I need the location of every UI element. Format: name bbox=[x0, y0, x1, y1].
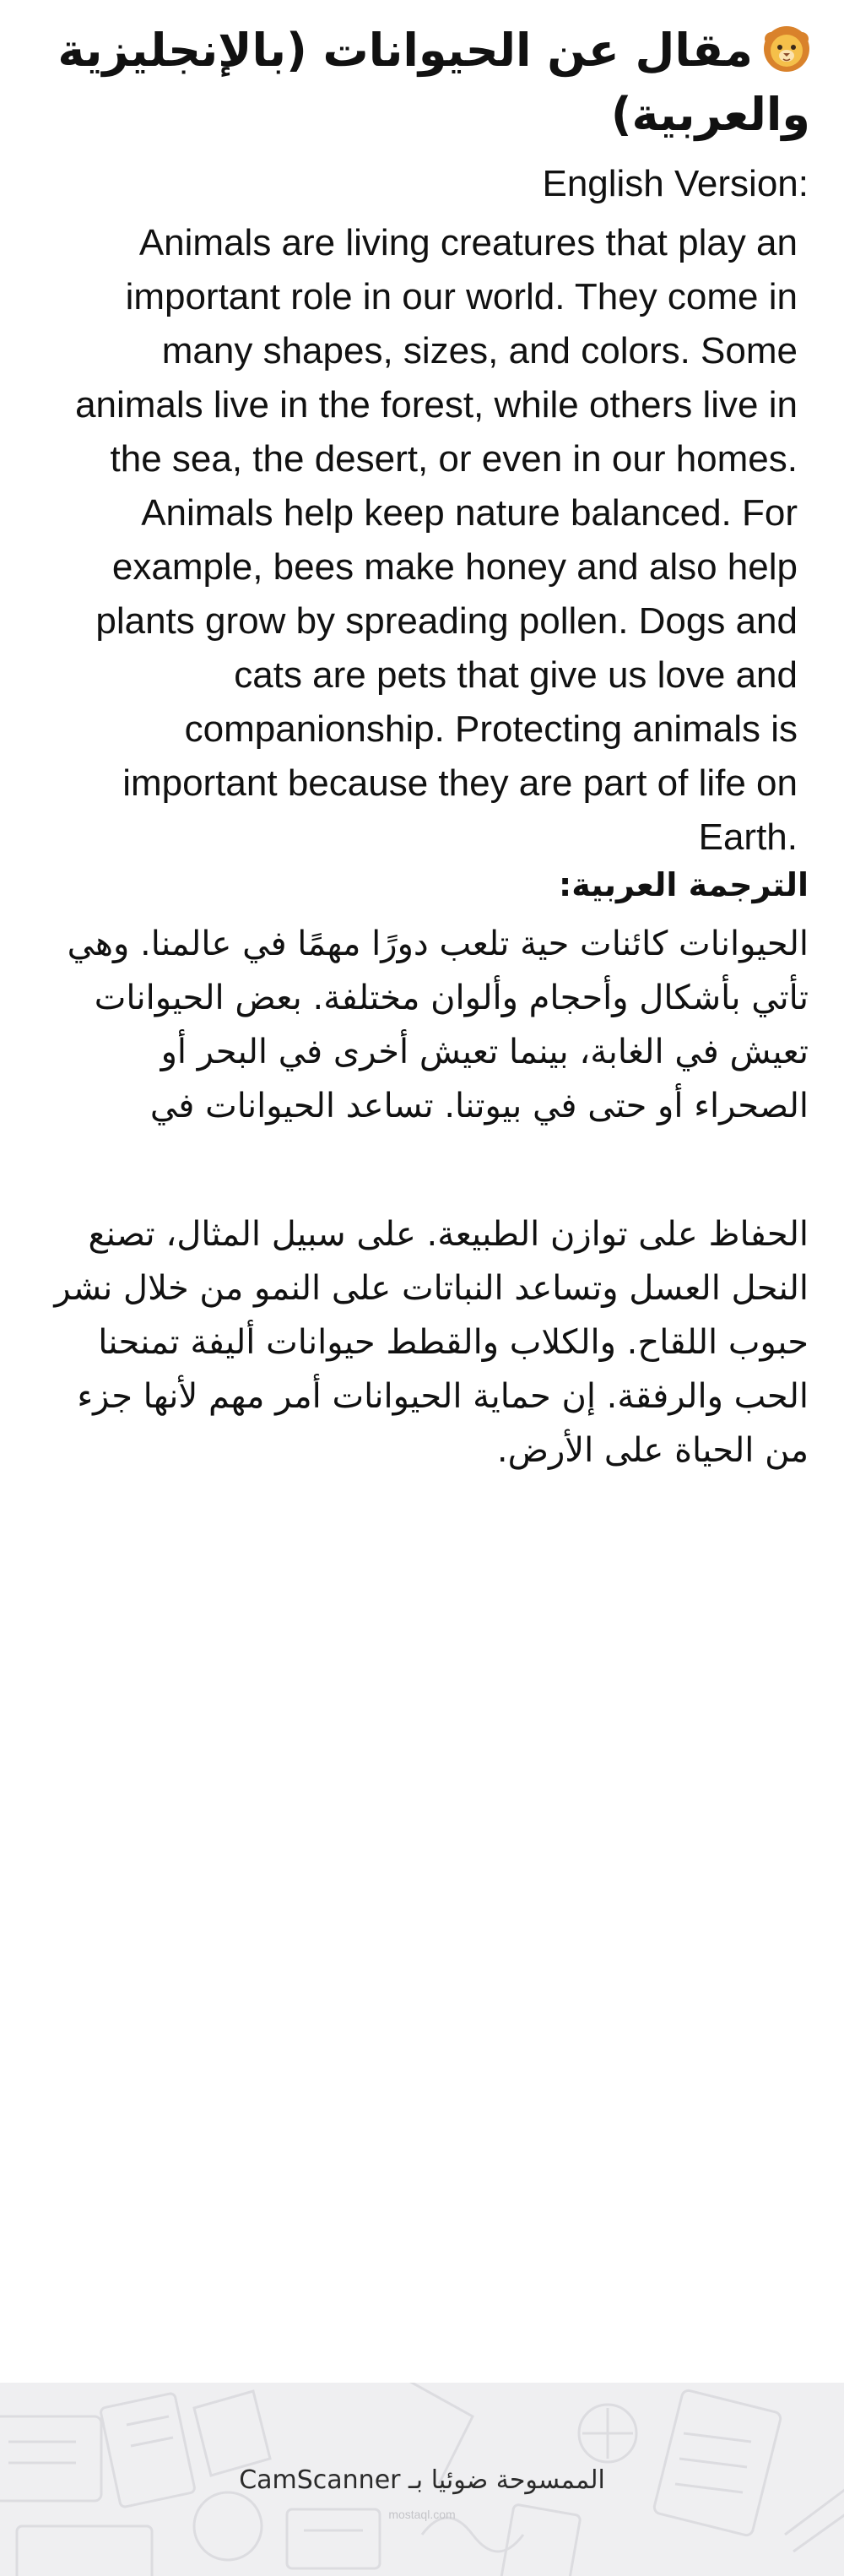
arabic-paragraph-1: الحيوانات كائنات حية تلعب دورًا مهمًا في عالمنا. وهي تأتي بأشكال وأحجام وألوان مختلفة. بعض الحيوانات تعيش في الغابة، بينما تعيش أخرى في البحر أو الصحراء أو حتى في بيوتنا. تساعد الحيوانات في bbox=[67, 925, 809, 1125]
page-title-text: مقال عن الحيوانات (بالإنجليزية والعربية) bbox=[57, 24, 810, 141]
camscanner-footer bbox=[0, 2383, 844, 2576]
lion-face-icon bbox=[763, 25, 810, 73]
arabic-heading: الترجمة العربية: bbox=[559, 866, 809, 903]
watermark-text: mostaql.com bbox=[388, 2508, 456, 2521]
english-body: Animals are living creatures that play an important role in our world. They come in many shapes, sizes, and colors. Some animals live in the forest, while others live in the sea, the desert, or even in our homes. Animals help keep nature balanced. For example, bees make honey and also help plants grow by spreading pollen. Dogs and cats are pets that give us love and companionship. Protecting animals is important because they are part of life on Earth. bbox=[75, 222, 798, 858]
arabic-paragraph-2: الحفاظ على توازن الطبيعة. على سبيل المثال، تصنع النحل العسل وتساعد النباتات على النمو من خلال نشر حبوب اللقاح. والكلاب والقطط حيوانات أليفة تمنحنا الحب والرفقة. إن حماية الحيوانات أمر مهم لأنها جزء من الحياة على الأرض. bbox=[54, 1215, 809, 1470]
page-title bbox=[34, 19, 810, 147]
english-heading: English Version: bbox=[542, 163, 809, 204]
scanned-by-text: الممسوحة ضوئيا بـ CamScanner bbox=[239, 2465, 605, 2495]
